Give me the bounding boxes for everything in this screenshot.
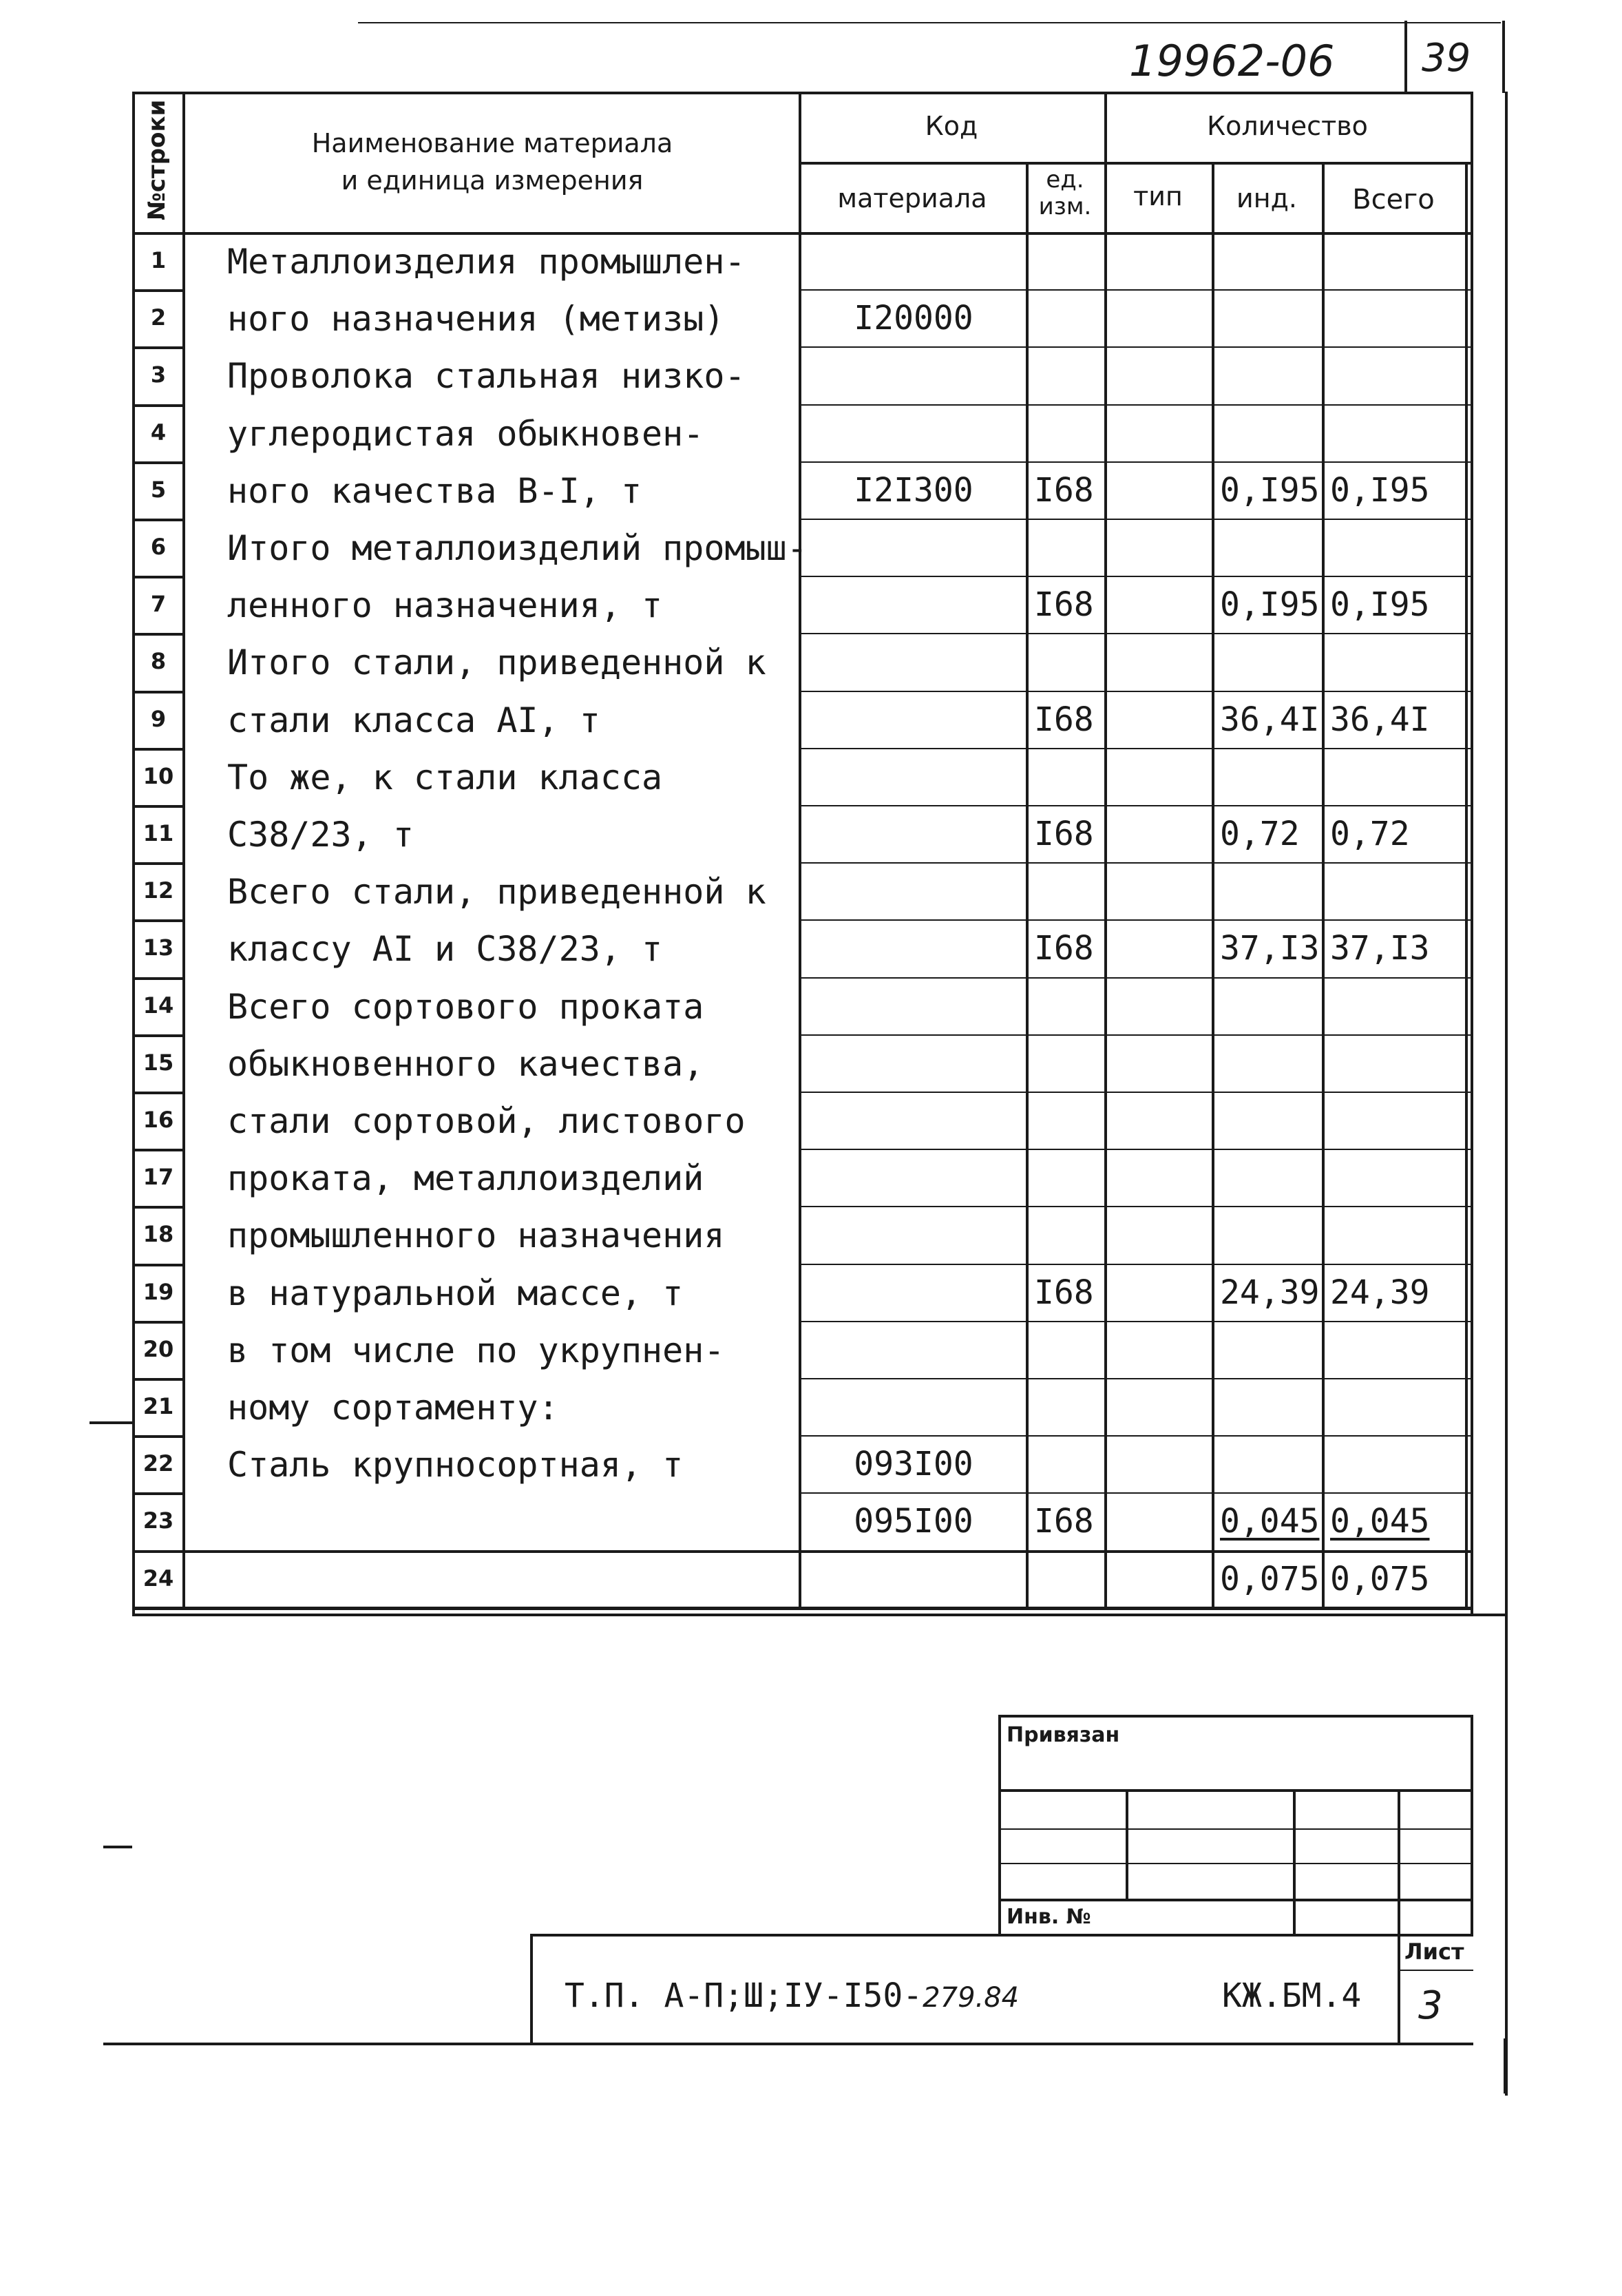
page-number: 39 [1422,36,1471,81]
cell-total: 24,39 [1330,1273,1430,1312]
material-name: С38/23, т [227,815,414,855]
cell-unit: I68 [1034,929,1094,968]
row-number: 14 [143,992,174,1019]
cell-total: 0,I95 [1330,471,1430,510]
cell-ind: 0,72 [1220,815,1300,853]
material-name: ного назначения (метизы) [227,299,725,339]
cell-ind: 0,I95 [1220,585,1320,624]
row-number: 11 [143,820,174,846]
header-material-name: Наименование материала и единица измерения [311,128,673,196]
material-name: То же, к стали класса [227,758,663,797]
sheet-number: 3 [1418,1983,1443,2028]
material-name: ного качества В-I, т [227,471,642,511]
row-number: 1 [150,247,167,273]
material-name: Всего сортового проката [227,987,704,1027]
cell-ind: 0,045 [1220,1502,1320,1541]
cell-unit: I68 [1034,1502,1094,1541]
row-number: 21 [143,1393,174,1419]
row-number: 13 [143,935,174,961]
material-name: Всего стали, приведенной к [227,872,766,912]
material-name: классу AI и С38/23, т [227,929,663,969]
material-name: в натуральной массе, т [227,1273,684,1313]
row-number: 18 [143,1221,174,1247]
material-name: Итого стали, приведенной к [227,643,766,682]
material-name: Проволока стальная низко- [227,356,746,396]
cell-code: I20000 [854,299,973,337]
attached-label: Привязан [1007,1723,1120,1747]
cell-total: 36,4I [1330,700,1430,739]
sheet-label: Лист [1404,1939,1464,1965]
header-quantity: Количество [1207,111,1368,141]
cell-total: 0,075 [1330,1560,1430,1598]
header-material-code: материала [837,183,987,213]
cell-unit: I68 [1034,471,1094,510]
row-number: 2 [150,304,167,331]
material-name: углеродистая обыкновен- [227,414,704,454]
cell-ind: 0,I95 [1220,471,1320,510]
row-number: 12 [143,877,174,904]
material-name: обыкновенного качества, [227,1044,704,1084]
row-number: 16 [143,1107,174,1133]
document-number: 19962-06 [1129,36,1335,86]
row-number: 3 [150,362,167,388]
cell-unit: I68 [1034,585,1094,624]
material-name: промышленного назначения [227,1215,725,1255]
cell-ind: 37,I3 [1220,929,1320,968]
cell-unit: I68 [1034,815,1094,853]
header-type: тип [1133,181,1183,211]
material-name: стали класса AI, т [227,700,600,740]
inventory-number-label: Инв. № [1007,1905,1091,1929]
row-number: 6 [150,534,167,560]
footer-mark: КЖ.БМ.4 [1222,1976,1362,2015]
row-number: 7 [150,591,167,617]
row-number: 20 [143,1336,174,1362]
row-number: 15 [143,1050,174,1076]
cell-code: I2I300 [854,471,973,510]
cell-unit: I68 [1034,1273,1094,1312]
row-number: 10 [143,763,174,789]
cell-ind: 24,39 [1220,1273,1320,1312]
header-total: Всего [1352,184,1435,216]
material-name: Сталь крупносортная, т [227,1445,684,1485]
material-name: стали сортовой, листового [227,1101,746,1141]
cell-total: 0,72 [1330,815,1410,853]
header-unit: ед. изм. [1038,166,1092,221]
footer-code: Т.П. А-П;Ш;IУ-I50-279.84 [565,1976,1020,2015]
material-name: проката, металлоизделий [227,1158,704,1198]
cell-code: 093I00 [854,1445,973,1483]
cell-ind: 0,075 [1220,1560,1320,1598]
cell-code: 095I00 [854,1502,973,1541]
row-number: 24 [143,1565,174,1591]
header-code: Код [925,111,978,141]
header-row-number: №строки [143,99,171,220]
cell-total: 0,I95 [1330,585,1430,624]
material-name: ному сортаменту: [227,1388,559,1428]
cell-unit: I68 [1034,700,1094,739]
row-number: 22 [143,1450,174,1476]
header-ind: инд. [1236,183,1297,213]
cell-total: 0,045 [1330,1502,1430,1541]
row-number: 23 [143,1507,174,1534]
row-number: 4 [150,419,167,446]
row-number: 19 [143,1279,174,1305]
row-number: 9 [150,706,167,732]
material-name: Итого металлоизделий промыш- [227,528,808,568]
row-number: 8 [150,648,167,674]
row-number: 17 [143,1164,174,1190]
material-name: ленного назначения, т [227,585,663,625]
row-number: 5 [150,477,167,503]
cell-total: 37,I3 [1330,929,1430,968]
cell-ind: 36,4I [1220,700,1320,739]
material-name: Металлоизделия промышлен- [227,242,746,282]
material-name: в том числе по укрупнен- [227,1330,725,1370]
